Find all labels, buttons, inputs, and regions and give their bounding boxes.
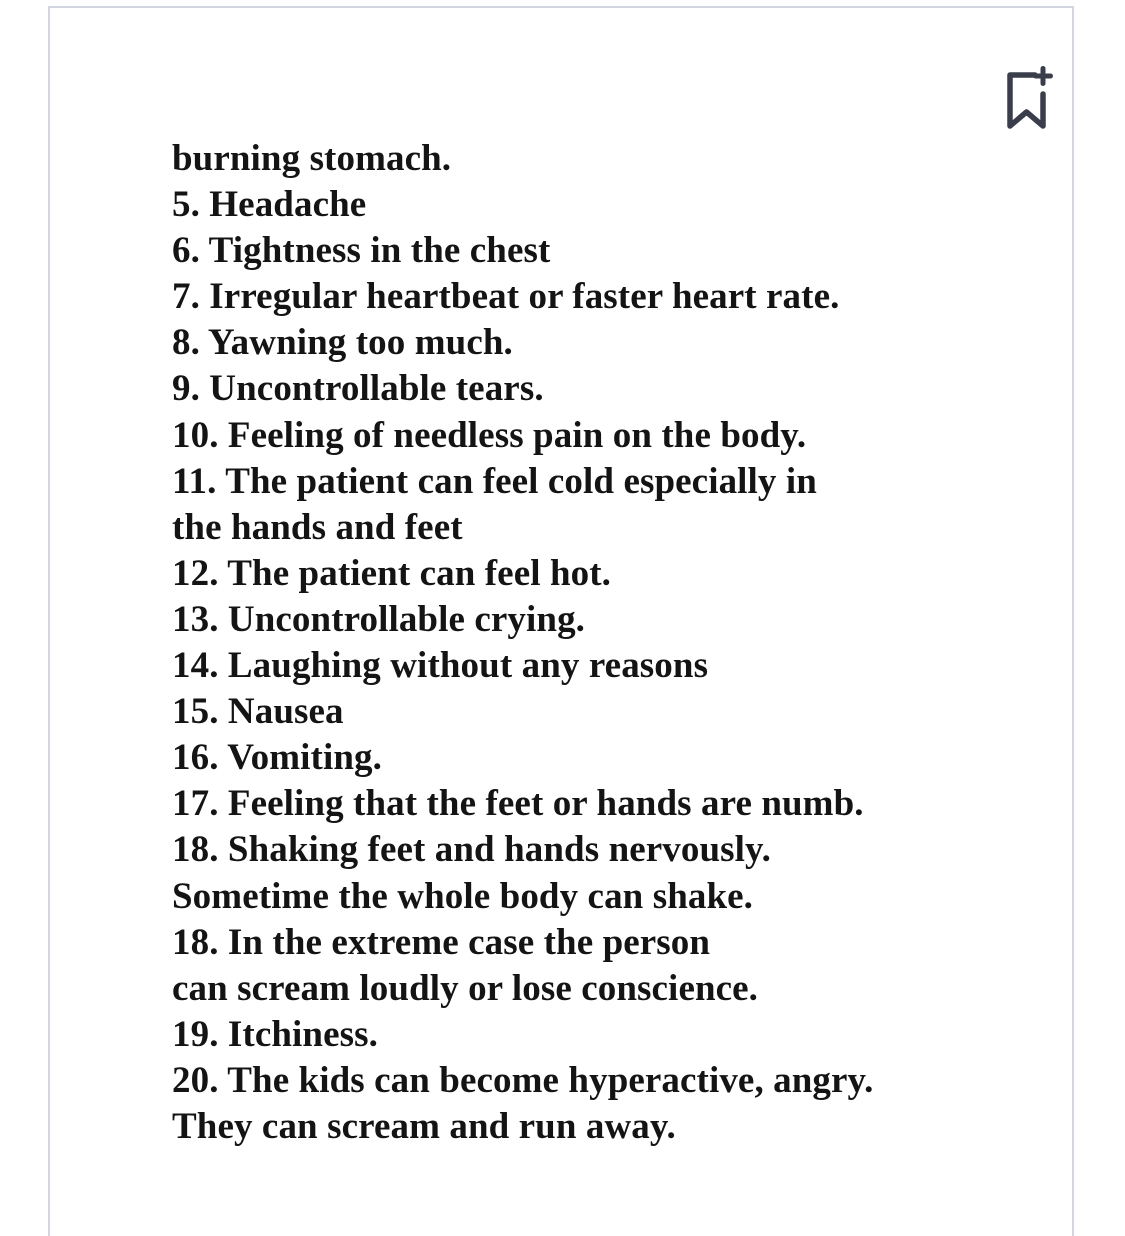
list-item: 5. Headache	[172, 184, 367, 226]
list-item-continuation: the hands and feet	[172, 506, 463, 548]
list-item: 14. Laughing without any reasons	[172, 645, 709, 687]
list-item: 20. The kids can become hyperactive, angry.	[172, 1059, 874, 1101]
list-item: 13. Uncontrollable crying.	[172, 598, 586, 640]
list-item-continuation: can scream loudly or lose conscience.	[172, 967, 759, 1009]
text-line: burning stomach.	[172, 138, 452, 179]
list-item: 17. Feeling that the feet or hands are numb.	[172, 783, 864, 825]
list-item-continuation: They can scream and run away.	[172, 1105, 676, 1147]
list-item: 19. Itchiness.	[172, 1013, 378, 1055]
list-item-continuation: Sometime the whole body can shake.	[172, 875, 754, 917]
list-item: 11. The patient can feel cold especially in	[172, 460, 817, 502]
list-item: 7. Irregular heartbeat or faster heart rate.	[172, 276, 840, 318]
list-item: 10. Feeling of needless pain on the body.	[172, 414, 807, 456]
list-item: 16. Vomiting.	[172, 737, 382, 779]
list-item: 18. In the extreme case the person	[172, 921, 711, 963]
list-item: 6. Tightness in the chest	[172, 230, 551, 272]
document-text	[172, 136, 1052, 1150]
list-item: 15. Nausea	[172, 691, 344, 733]
list-item: 8. Yawning too much.	[172, 322, 513, 364]
bookmark-add-icon[interactable]	[1003, 66, 1053, 132]
list-item: 12. The patient can feel hot.	[172, 552, 612, 594]
list-item: 18. Shaking feet and hands nervously.	[172, 829, 771, 871]
list-item: 9. Uncontrollable tears.	[172, 368, 544, 410]
